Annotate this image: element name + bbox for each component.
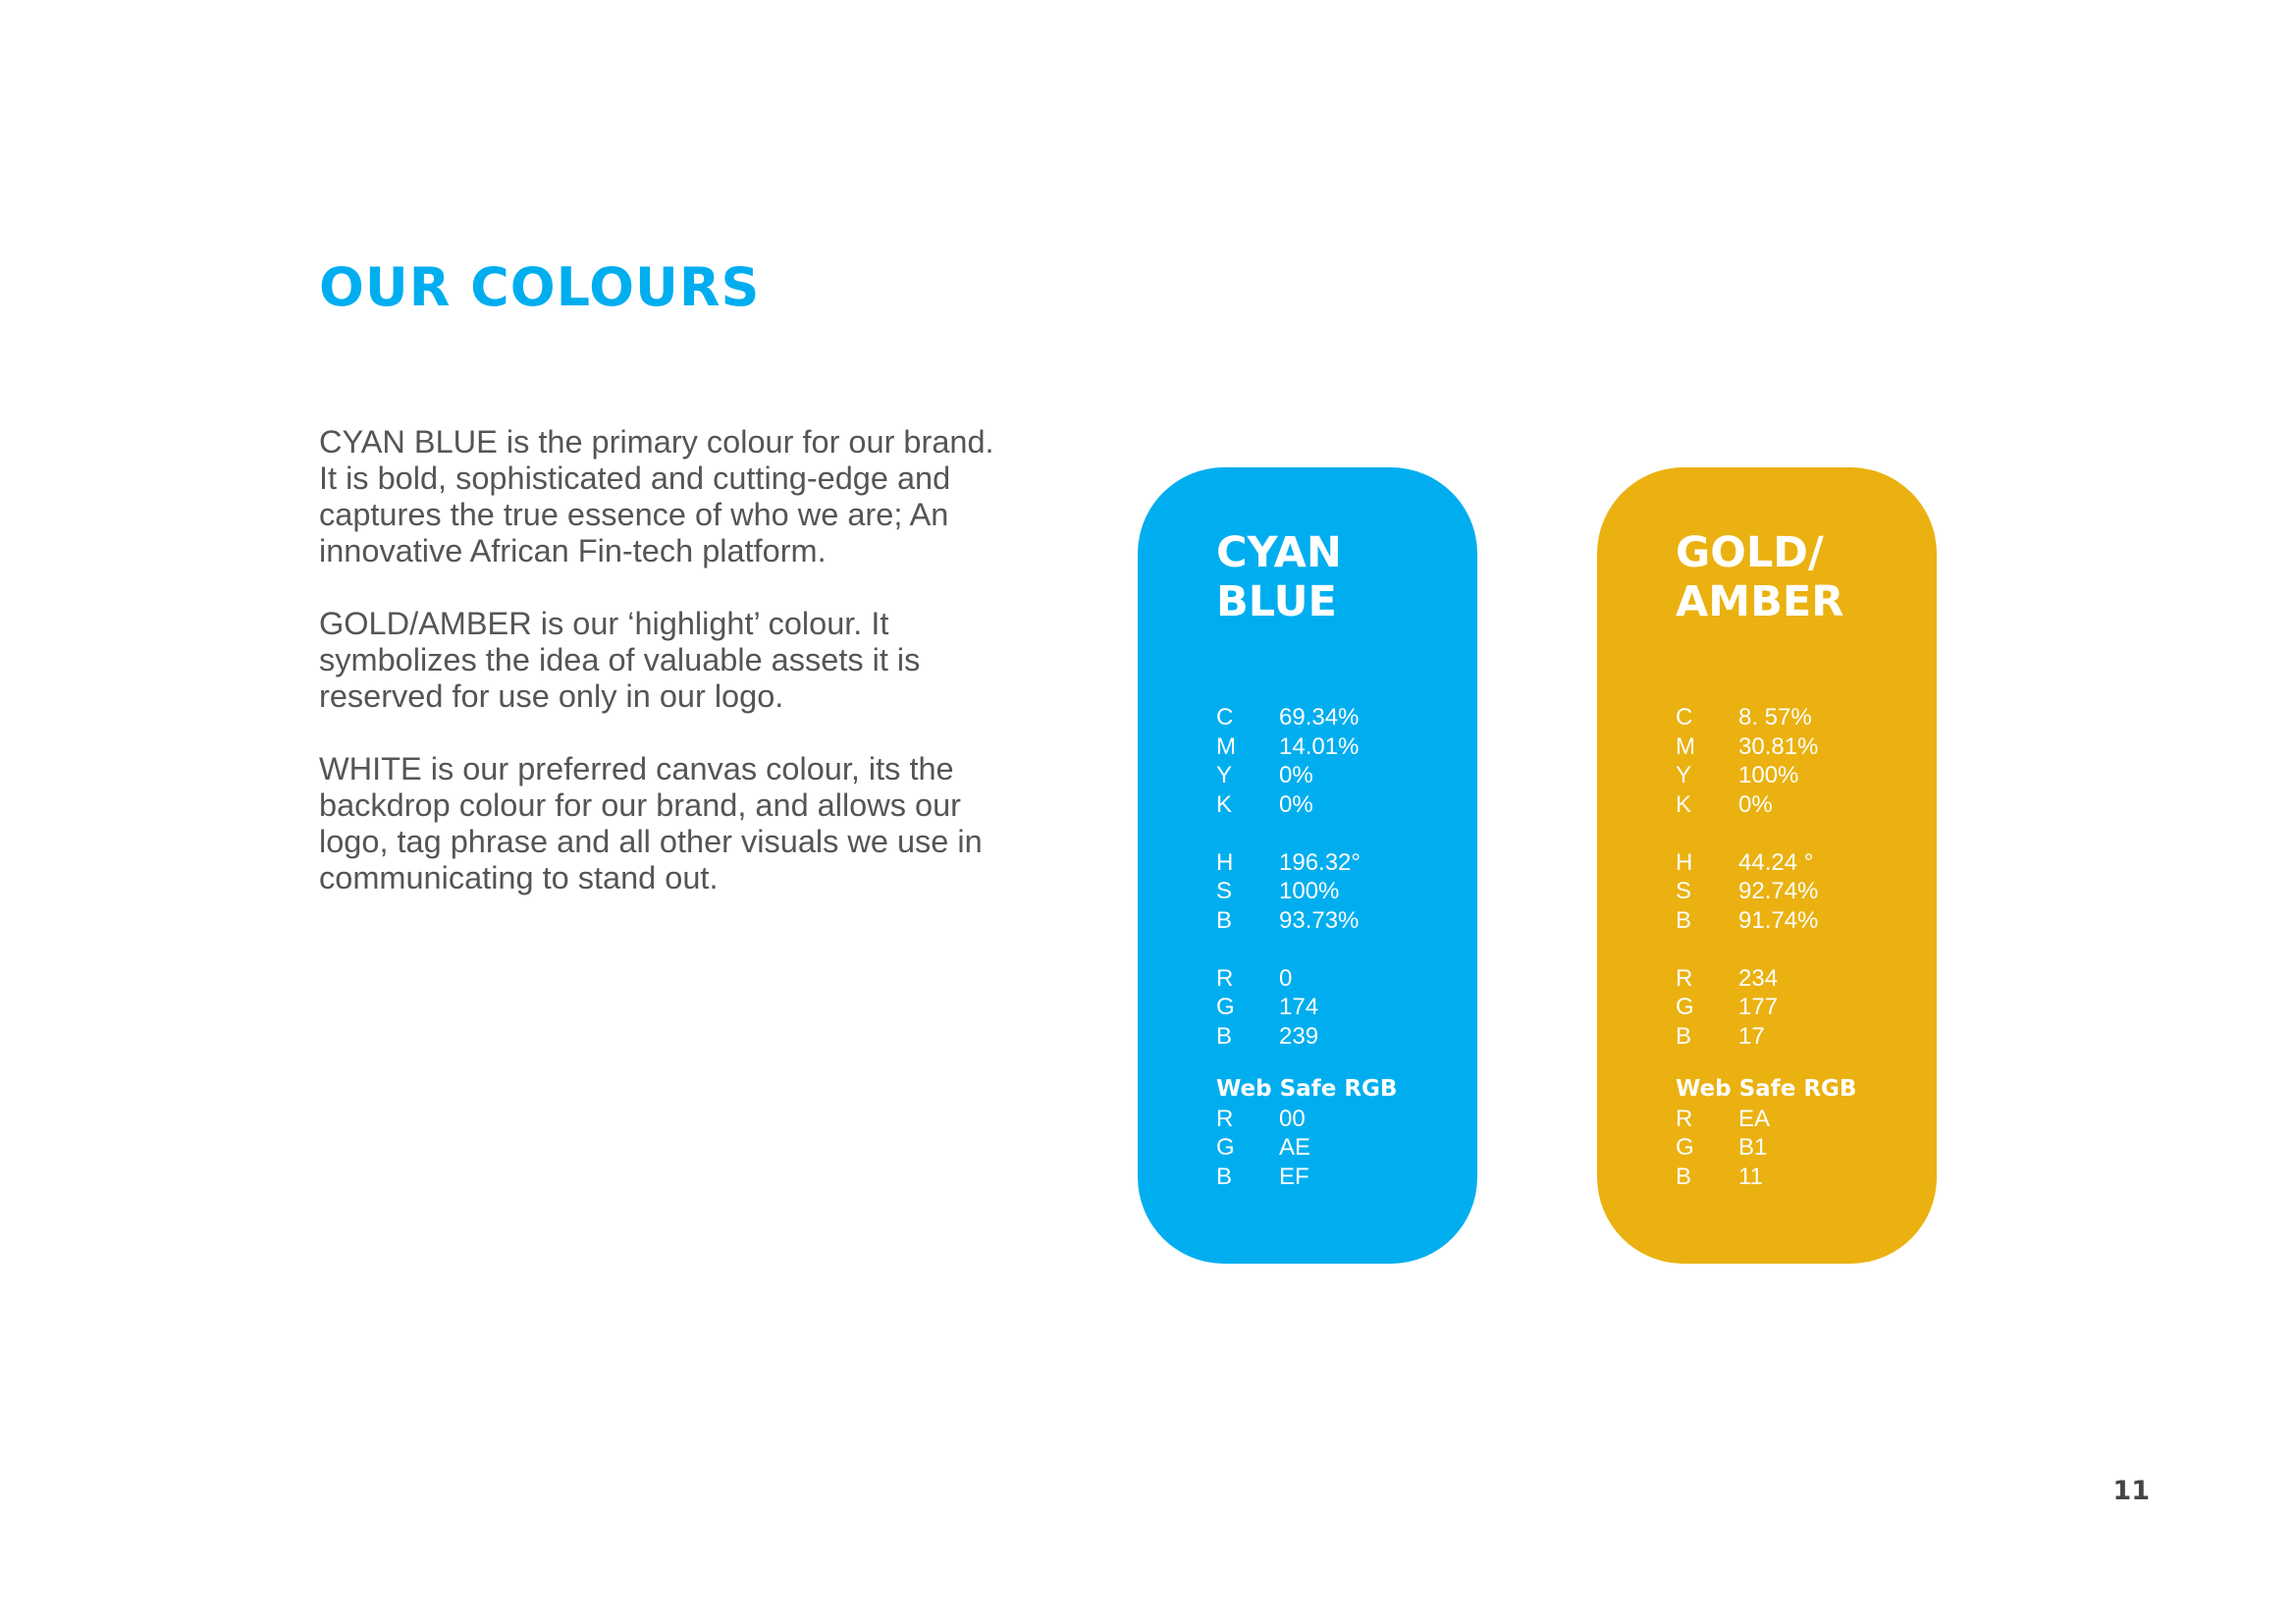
value-number: 30.81% [1738,732,1819,760]
value-row [1216,1022,1477,1052]
value-number: 196.32° [1279,848,1362,876]
value-row [1216,993,1477,1022]
value-label: Y [1216,762,1233,788]
swatch-title-line: CYAN [1216,528,1342,577]
value-row [1676,1163,1937,1192]
value-row [1216,761,1477,790]
value-number: 44.24 ° [1738,848,1814,876]
value-row [1216,1105,1477,1134]
value-number: EA [1738,1105,1771,1132]
value-label: M [1676,732,1695,760]
value-row [1216,848,1477,878]
value-number: 69.34% [1279,704,1360,731]
swatch-title-line: BLUE [1216,577,1337,626]
web-safe-group [1216,1105,1477,1192]
value-label: R [1216,1105,1234,1132]
value-row [1676,703,1937,732]
value-label: C [1216,704,1234,731]
swatch-values [1676,703,1937,1191]
intro-text [319,424,1006,933]
value-row [1216,732,1477,762]
value-label: R [1676,964,1693,992]
value-label: H [1676,848,1693,876]
swatch-title [1216,528,1432,626]
value-label: H [1216,848,1234,876]
page-number: 11 [2112,1476,2150,1506]
value-number: 00 [1279,1105,1306,1132]
rgb-group [1216,964,1477,1052]
value-row [1676,761,1937,790]
value-number: 0% [1279,762,1313,788]
hsb-group [1216,848,1477,936]
value-label: M [1216,732,1236,760]
value-label: B [1216,1022,1233,1050]
value-number: EF [1279,1163,1309,1190]
value-number: 239 [1279,1022,1319,1050]
value-label: G [1676,1134,1694,1161]
value-number: 234 [1738,964,1779,992]
value-number: 17 [1738,1022,1765,1050]
value-label: K [1676,790,1692,818]
intro-paragraph-white: WHITE is our preferred canvas colour, its the backdrop colour for our brand, and allows our logo, tag phrase and all other visuals we use in communicating to stand out. [319,751,983,895]
value-label: B [1676,1022,1692,1050]
value-label: R [1216,964,1234,992]
value-number: 100% [1738,762,1799,788]
intro-paragraph-cyan: CYAN BLUE is the primary colour for our brand. It is bold, sophisticated and cutting-edge and captures the true essence of who we are; An innovative African Fin-tech platform. [319,424,994,568]
value-row [1676,1105,1937,1134]
swatch-values [1216,703,1477,1191]
value-row [1216,1133,1477,1163]
value-label: G [1676,994,1694,1020]
value-row [1676,1133,1937,1163]
value-number: 0% [1279,790,1313,818]
value-number: 92.74% [1738,878,1819,904]
value-row [1676,732,1937,762]
value-number: 177 [1738,994,1779,1020]
value-row [1676,1022,1937,1052]
value-row [1676,790,1937,820]
value-row [1676,848,1937,878]
value-label: S [1676,878,1692,904]
cmyk-group [1676,703,1937,819]
value-number: B1 [1738,1134,1768,1161]
value-row [1216,964,1477,994]
value-label: R [1676,1105,1693,1132]
page-title: OUR COLOURS [319,256,761,318]
value-number: 14.01% [1279,732,1360,760]
value-number: 8. 57% [1738,704,1812,731]
rgb-group [1676,964,1937,1052]
value-number: 0% [1738,790,1773,818]
web-safe-group [1676,1105,1937,1192]
value-number: 93.73% [1279,906,1360,934]
value-row [1676,993,1937,1022]
value-label: G [1216,1134,1235,1161]
value-row [1676,964,1937,994]
value-label: B [1676,906,1692,934]
value-row [1676,906,1937,936]
intro-paragraph-gold: GOLD/AMBER is our ‘highlight’ colour. It symbolizes the idea of valuable assets it is reserved for use only in our logo. [319,606,921,714]
value-number: 91.74% [1738,906,1819,934]
value-number: 11 [1738,1163,1763,1190]
cmyk-group [1216,703,1477,819]
value-row [1216,906,1477,936]
swatch-title-line: GOLD/ [1676,528,1824,577]
value-number: 0 [1279,964,1293,992]
value-row [1676,877,1937,906]
value-number: 174 [1279,994,1319,1020]
value-label: B [1676,1163,1692,1190]
web-safe-title: Web Safe RGB [1216,1075,1398,1102]
value-row [1216,790,1477,820]
web-safe-title: Web Safe RGB [1676,1075,1857,1102]
value-number: 100% [1279,878,1340,904]
value-row [1216,1163,1477,1192]
value-row [1216,877,1477,906]
swatch-title-line: AMBER [1676,577,1844,626]
value-label: C [1676,704,1693,731]
swatch-title [1676,528,1892,626]
value-label: B [1216,906,1233,934]
value-number: AE [1279,1134,1311,1161]
value-label: S [1216,878,1233,904]
swatch-card-gold-amber [1597,467,1937,1264]
value-label: K [1216,790,1233,818]
swatch-card-cyan-blue [1138,467,1477,1264]
value-label: G [1216,994,1235,1020]
value-row [1216,703,1477,732]
value-label: B [1216,1163,1233,1190]
value-label: Y [1676,762,1692,788]
hsb-group [1676,848,1937,936]
